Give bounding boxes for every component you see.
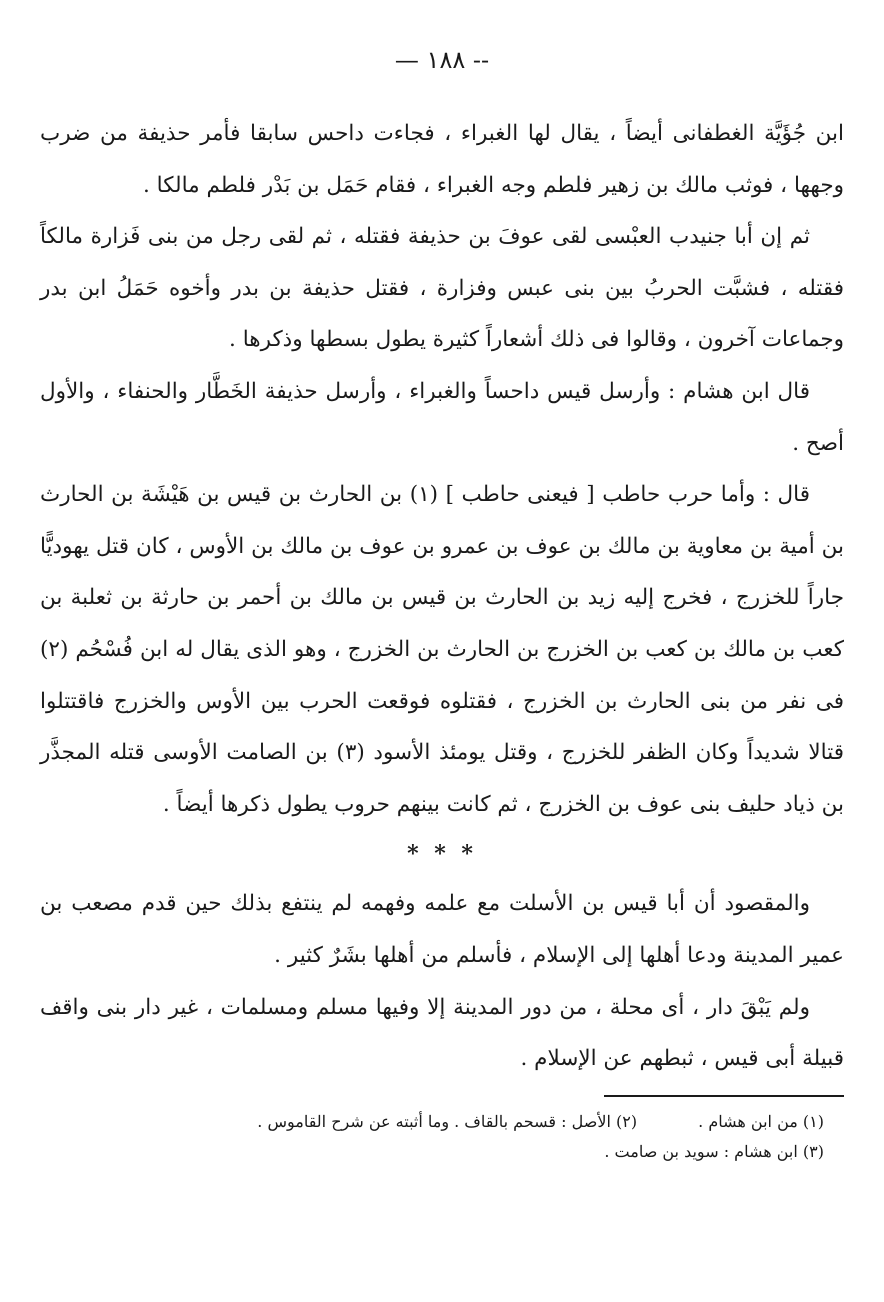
paragraph-4: قال : وأما حرب حاطب [ فيعنى حاطب ] (١) بن الحارث بن قيس بن هَيْشَة بن الحارث بن أمية بن معاوية بن مالك بن عوف بن عمرو بن عوف بن مالك بن الأوس ، كان قتل يهوديًّا جاراً للخزرج ، فخرج إليه زيد بن الحارث بن قيس بن مالك بن أحمر بن حارثة بن ثعلبة بن كعب بن مالك بن كعب بن الخزرج بن الحارث بن الخزرج ، وهو الذى يقال له ابن فُسْحُم (٢) فى نفر من بنى الحارث بن الخزرج ، فقتلوه فوقعت الحرب بين الأوس والخزرج فاقتتلوا قتالا شديداً وكان الظفر للخزرج ، وقتل يومئذ الأسود (٣) بن الصامت الأوسى قتله المجذَّر بن ذياد حليف بنى عوف بن الخزرج ، ثم كانت بينهم حروب يطول ذكرها أيضاً .: [40, 482, 844, 817]
footnote-divider: [604, 1095, 844, 1097]
page-number: — ١٨٨ --: [394, 46, 490, 74]
footnotes: [40, 1107, 844, 1167]
section-separator: * * *: [407, 841, 477, 868]
footnote-1: (١) من ابن هشام .: [698, 1111, 824, 1131]
body-text: [40, 108, 844, 1085]
footnote-2: (٢) الأصل : قسحم بالقاف . وما أثبته عن شرح القاموس .: [257, 1111, 638, 1131]
footnote-3: (٣) ابن هشام : سويد بن صامت .: [604, 1141, 824, 1161]
paragraph-3: قال ابن هشام : وأرسل قيس داحساً والغبراء ، وأرسل حذيفة الخَطَّار والحنفاء ، والأول أصح .: [40, 378, 844, 456]
footnote-row: [40, 1137, 824, 1167]
paragraph-5: والمقصود أن أبا قيس بن الأسلت مع علمه وفهمه لم ينتفع بذلك حين قدم مصعب بن عمير المدينة ودعا أهلها إلى الإسلام ، فأسلم من أهلها بشَرٌ كثير .: [40, 891, 844, 968]
paragraph-2: ثم إن أبا جنيدب العبْسى لقى عوفَ بن حذيفة فقتله ، ثم لقى رجل من بنى فَزارة مالكاً فقتله ، فشبَّت الحربُ بين بنى عبس وفزارة ، فقتل حذيفة بن بدر وأخوه حَمَلُ ابن بدر وجماعات آخرون ، وقالوا فى ذلك أشعاراً كثيرة يطول بسطها وذكرها .: [40, 224, 844, 353]
footnote-row: [40, 1107, 824, 1137]
book-page: [40, 40, 844, 1270]
paragraph-1: ابن جُؤَيَّة الغطفانى أيضاً ، يقال لها الغبراء ، فجاءت داحس سابقا فأمر حذيفة من ضرب وجهها ، فوثب مالك بن زهير فلطم وجه الغبراء ، فقام حَمَل بن بَدْر فلطم مالكا .: [40, 121, 844, 198]
paragraph-6: ولم يَبْقَ دار ، أى محلة ، من دور المدينة إلا وفيها مسلم ومسلمات ، غير دار بنى واقف قبيلة أبى قيس ، ثبطهم عن الإسلام .: [40, 994, 844, 1072]
